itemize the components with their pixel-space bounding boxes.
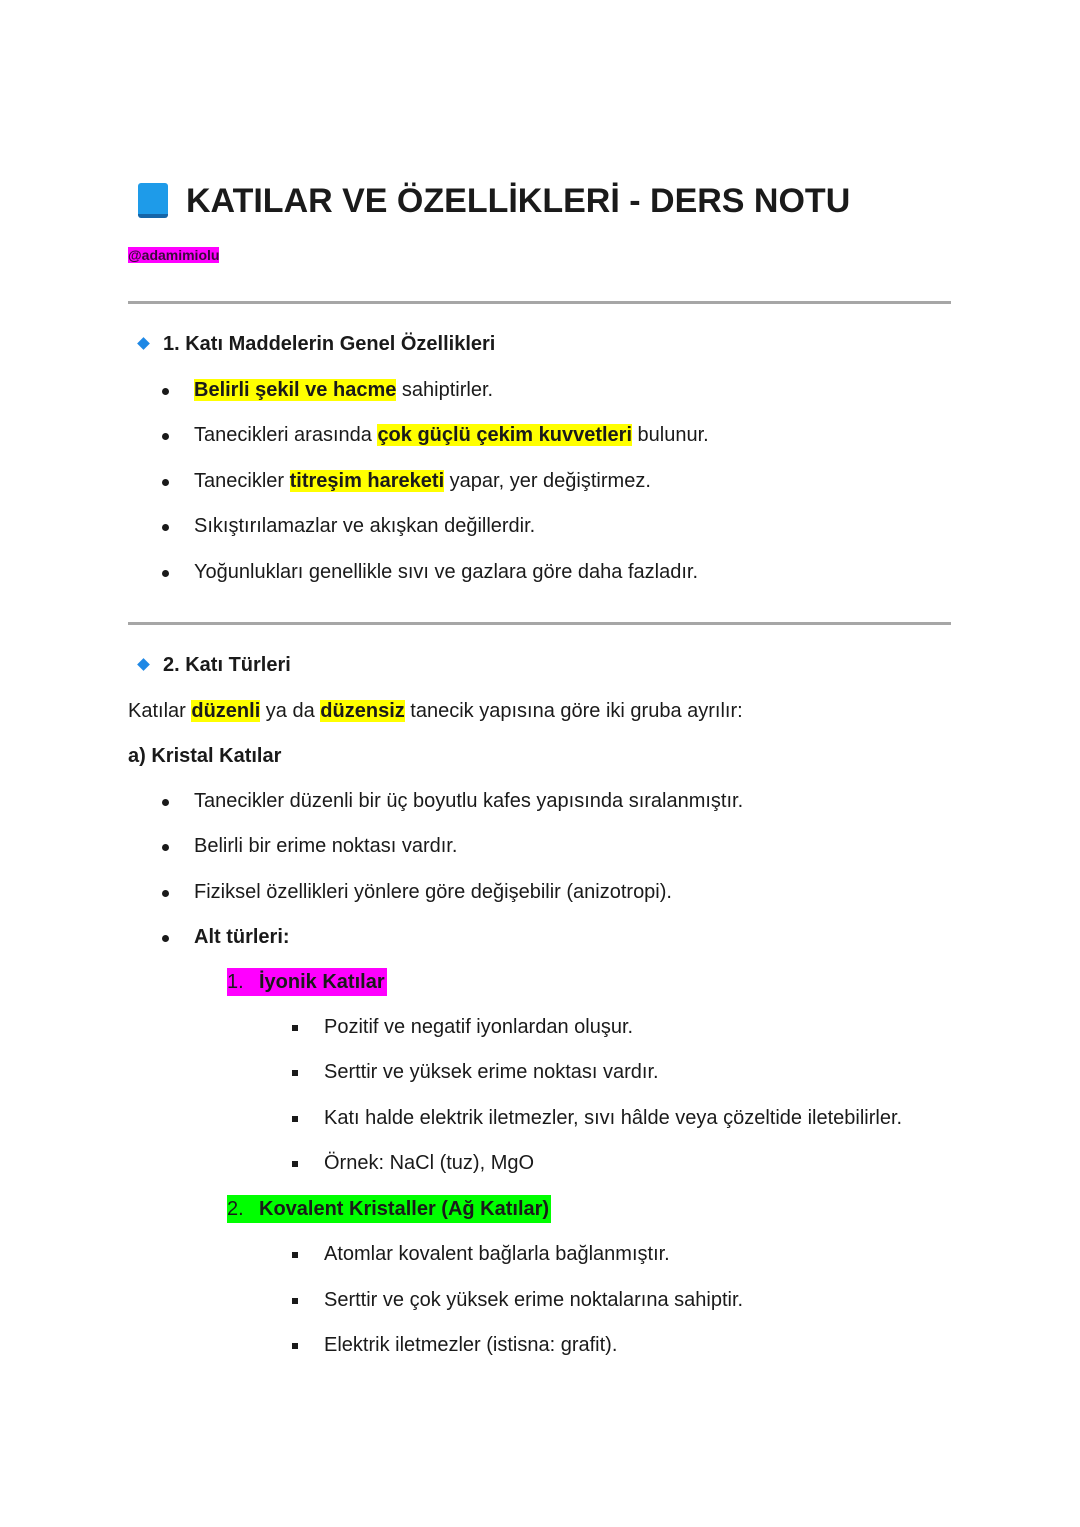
sub-heading: a) Kristal Katılar xyxy=(128,745,282,767)
text: Katılar xyxy=(128,700,192,722)
list-item xyxy=(194,421,709,449)
highlight: çok güçlü çekim kuvvetleri xyxy=(377,424,632,446)
text: yapar, yer değiştirmez. xyxy=(444,470,651,492)
square-bullet xyxy=(292,1343,298,1349)
section-intro xyxy=(128,697,743,725)
list-item: Fiziksel özellikleri yönlere göre değişebilir (anizotropi). xyxy=(194,881,672,903)
list-item: Sıkıştırılamazlar ve akışkan değillerdir. xyxy=(194,515,536,537)
square-bullet xyxy=(292,1025,298,1031)
bullet xyxy=(162,524,169,531)
text: bulunur. xyxy=(632,424,709,446)
diamond-icon xyxy=(137,337,150,350)
bullet xyxy=(162,935,169,942)
subtype-name: Kovalent Kristaller (Ağ Katılar) xyxy=(259,1198,550,1220)
bullet xyxy=(162,570,169,577)
list-item: Serttir ve çok yüksek erime noktalarına sahiptir. xyxy=(324,1289,744,1311)
highlight: düzenli xyxy=(191,700,261,722)
square-bullet xyxy=(292,1116,298,1122)
list-item: Örnek: NaCl (tuz), MgO xyxy=(324,1152,535,1174)
subtype-name: İyonik Katılar xyxy=(259,971,385,993)
text: tanecik yapısına göre iki gruba ayrılır: xyxy=(404,700,743,722)
subtype-heading-ionic xyxy=(227,968,387,996)
list-item: Serttir ve yüksek erime noktası vardır. xyxy=(324,1061,659,1083)
subtype-heading-covalent xyxy=(227,1195,551,1223)
bullet xyxy=(162,844,169,851)
list-number: 2. xyxy=(227,1198,244,1220)
highlight: titreşim hareketi xyxy=(289,470,445,492)
divider xyxy=(128,622,951,625)
text: Tanecikler xyxy=(194,470,290,492)
bullet xyxy=(162,388,169,395)
section-heading: 2. Katı Türleri xyxy=(163,654,291,676)
square-bullet xyxy=(292,1070,298,1076)
divider xyxy=(128,301,951,304)
bullet xyxy=(162,479,169,486)
text: ya da xyxy=(260,700,321,722)
author-handle-text: @adamimiolu xyxy=(128,247,220,263)
list-item: Belirli bir erime noktası vardır. xyxy=(194,835,458,857)
list-item: Yoğunlukları genellikle sıvı ve gazlara göre daha fazladır. xyxy=(194,561,699,583)
bullet xyxy=(162,799,169,806)
list-item: Katı halde elektrik iletmezler, sıvı hâlde veya çözeltide iletebilirler. xyxy=(324,1107,903,1129)
list-item xyxy=(194,467,651,495)
list-item: Atomlar kovalent bağlarla bağlanmıştır. xyxy=(324,1243,670,1265)
section-heading: 1. Katı Maddelerin Genel Özellikleri xyxy=(163,333,496,355)
blue-book-icon xyxy=(138,183,168,218)
highlight: düzensiz xyxy=(320,700,405,722)
square-bullet xyxy=(292,1161,298,1167)
text: sahiptirler. xyxy=(396,379,494,401)
bullet xyxy=(162,433,169,440)
list-number: 1. xyxy=(227,971,244,993)
list-item: Tanecikler düzenli bir üç boyutlu kafes yapısında sıralanmıştır. xyxy=(194,790,744,812)
list-item: Alt türleri: xyxy=(194,926,290,948)
square-bullet xyxy=(292,1298,298,1304)
bullet xyxy=(162,890,169,897)
page-title: KATILAR VE ÖZELLİKLERİ - DERS NOTU xyxy=(186,182,851,220)
diamond-icon xyxy=(137,658,150,671)
highlight: Belirli şekil ve hacme xyxy=(194,379,397,401)
author-handle xyxy=(128,245,219,265)
list-item xyxy=(194,376,493,404)
square-bullet xyxy=(292,1252,298,1258)
list-item: Elektrik iletmezler (istisna: grafit). xyxy=(324,1334,618,1356)
text: Tanecikleri arasında xyxy=(194,424,378,446)
list-item: Pozitif ve negatif iyonlardan oluşur. xyxy=(324,1016,634,1038)
